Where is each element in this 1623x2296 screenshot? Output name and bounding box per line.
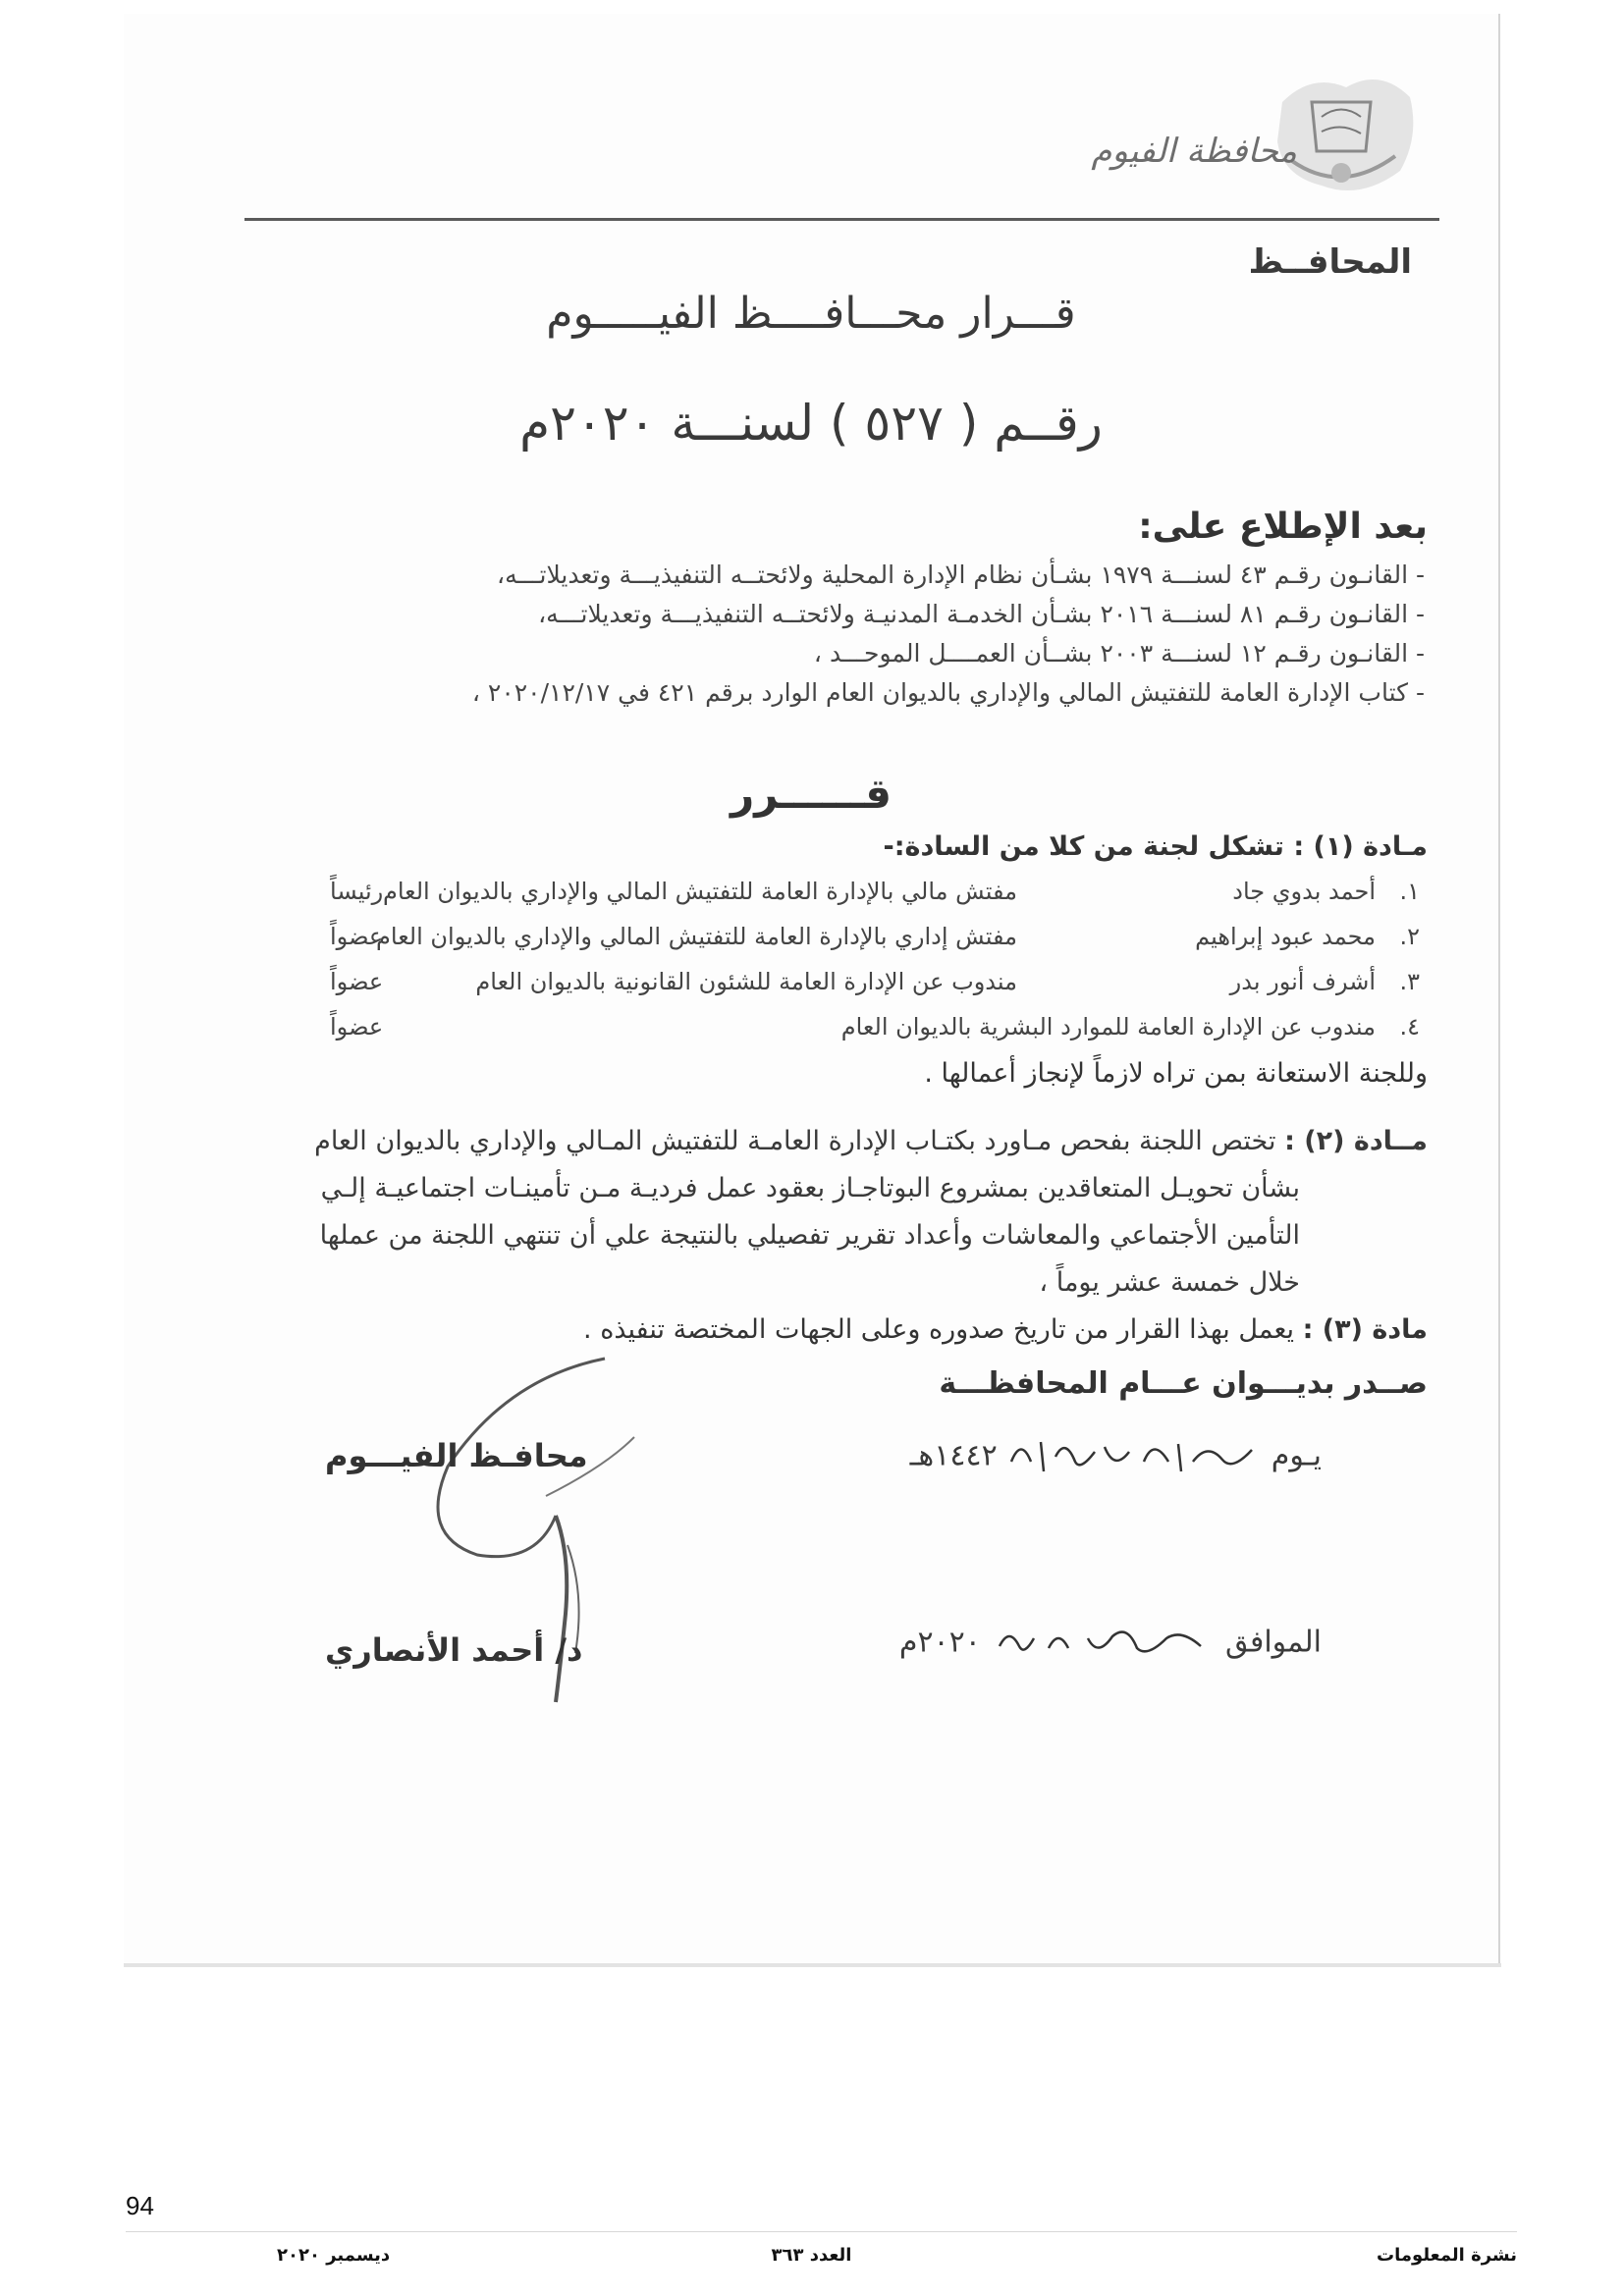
issued-statement: صــدر بديـــوان عـــام المحافظـــة [939, 1366, 1428, 1401]
member-name: أشرف أنور بدر [1229, 968, 1376, 995]
hijri-date [910, 1432, 1322, 1481]
decision-number: رقــم ( ٥٢٧ ) لسنـــة ٢٠٢٠م [519, 395, 1103, 452]
article-2-line: التأمين الأجتماعي والمعاشات وأعداد تقرير تفصيلي بالنتيجة علي أن تنتهي اللجنة من عملها [319, 1220, 1300, 1251]
signatory-title: محافـظ الفيـــوم [325, 1437, 588, 1474]
page-number: 94 [126, 2191, 154, 2220]
article-3-label: مادة (٣) : [1302, 1314, 1428, 1345]
issuing-office: المحافــظ [1248, 242, 1412, 282]
decision-title: قـــرار محـــافــــظ الفيـــــوم [546, 289, 1076, 339]
member-position: مندوب عن الإدارة العامة للشئون القانونية بالديوان العام [475, 968, 1017, 995]
member-row [291, 968, 1420, 1013]
member-position: مفتش إداري بالإدارة العامة للتفتيش المالي والإداري بالديوان العام [376, 923, 1017, 950]
decides-heading: قــــــرر [730, 770, 892, 818]
member-number: ٢. [1399, 923, 1420, 950]
article-1-heading: مـادة (١) : تشكل لجنة من كلا من السادة:- [883, 831, 1428, 862]
member-name: أحمد بدوي جاد [1232, 878, 1376, 905]
member-role: رئيساً [330, 878, 384, 905]
reference-item: - القانـون رقـم ١٢ لسنـــة ٢٠٠٣ بشــأن العمــــل الموحـــد ، [813, 639, 1425, 667]
member-role: عضواً [330, 968, 384, 995]
article-2-line: خلال خمسة عشر يوماً ، [1039, 1267, 1300, 1298]
article-2 [195, 1118, 1428, 1307]
article-2-line: بشأن تحويـل المتعاقدين بمشروع البوتاجـاز بعقود عمل فرديـة مـن تأمينـات اجتماعيـة إلـي [320, 1173, 1300, 1203]
member-row [291, 923, 1420, 968]
handwritten-date-icon [1006, 1432, 1262, 1481]
committee-members [291, 878, 1420, 1058]
references-heading: بعد الإطلاع على: [1138, 507, 1428, 547]
member-name: محمد عبود إبراهيم [1195, 923, 1376, 950]
footer-divider [126, 2231, 1517, 2232]
reference-item: - كتاب الإدارة العامة للتفتيش المالي والإداري بالديوان العام الوارد برقم ٤٢١ في ٢٠٢٠/١٢/١٧ ، [471, 678, 1425, 707]
member-position: مندوب عن الإدارة العامة للموارد البشرية بالديوان العام [840, 1013, 1376, 1041]
gregorian-date-year: ٢٠٢٠م [898, 1625, 981, 1660]
signatory-name: د/ أحمد الأنصاري [325, 1631, 583, 1669]
hijri-date-prefix: يـوم [1271, 1438, 1322, 1473]
gregorian-date-prefix: الموافق [1224, 1625, 1322, 1660]
references-list [266, 556, 1425, 713]
footer-month: ديسمبر ٢٠٢٠ [277, 2245, 391, 2266]
scan-edge [124, 1963, 1501, 1967]
header-divider [244, 218, 1439, 221]
member-role: عضواً [330, 923, 384, 950]
member-row [291, 1013, 1420, 1058]
hijri-date-year: ١٤٤٢هـ [909, 1438, 998, 1473]
reference-item: - القانـون رقـم ٤٣ لسنـــة ١٩٧٩ بشـأن نظام الإدارة المحلية ولائحتــه التنفيذيـــة وتعديلاتـــه، [497, 561, 1425, 589]
member-role: عضواً [330, 1013, 384, 1041]
gregorian-date [899, 1619, 1322, 1668]
member-position: مفتش مالي بالإدارة العامة للتفتيش المالي والإداري بالديوان العام [382, 878, 1017, 905]
footer-publication: نشرة المعلومات [1377, 2245, 1517, 2266]
member-number: ١. [1399, 878, 1420, 905]
article-3-text: يعمل بهذا القرار من تاريخ صدوره وعلى الجهات المختصة تنفيذه . [583, 1314, 1294, 1345]
handwritten-date-icon [990, 1619, 1216, 1668]
article-2-label: مــادة (٢) : [1284, 1126, 1428, 1156]
scanned-document [124, 14, 1500, 1966]
article-2-line: مــادة (٢) : تختص اللجنة بفحص مـاورد بكتـاب الإدارة العامـة للتفتيش المـالي والإداري بالديوان العام [314, 1126, 1428, 1156]
governorate-name: محافظة الفيوم [1091, 132, 1297, 171]
member-number: ٣. [1399, 968, 1420, 995]
member-number: ٤. [1399, 1013, 1420, 1041]
committee-assistance-note: وللجنة الاستعانة بمن تراه لازماً لإنجاز أعمالها . [924, 1058, 1428, 1089]
member-row [291, 878, 1420, 923]
reference-item: - القانـون رقـم ٨١ لسنـــة ٢٠١٦ بشـأن الخدمـة المدنيـة ولائحتــه التنفيذيـــة وتعديلاتـــه، [538, 600, 1425, 628]
footer-issue: العدد ٣٦٣ [771, 2245, 852, 2266]
